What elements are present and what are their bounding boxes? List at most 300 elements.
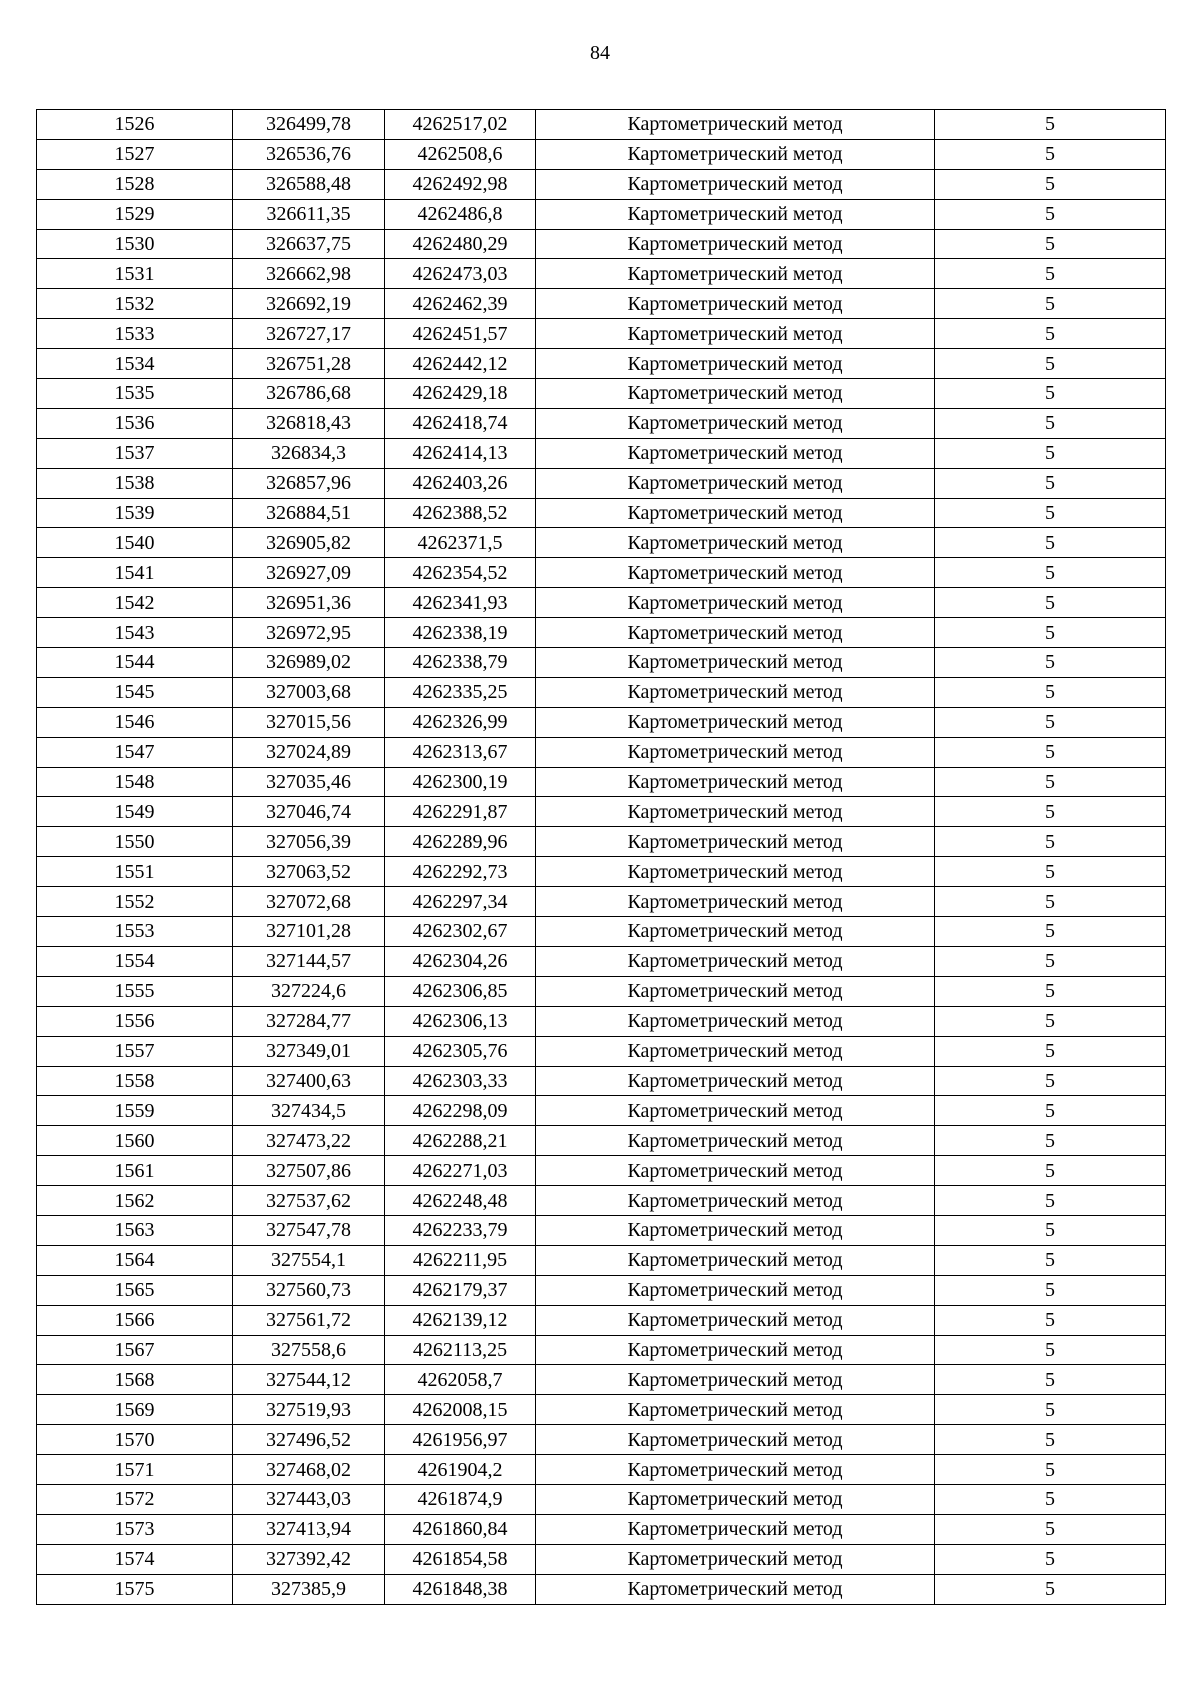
y-coordinate-cell: 4262303,33 [385,1066,536,1096]
x-coordinate-cell: 326662,98 [233,259,385,289]
y-coordinate-cell: 4262306,13 [385,1006,536,1036]
table-row [37,110,1166,140]
y-coordinate-cell: 4262403,26 [385,468,536,498]
x-coordinate-cell: 327063,52 [233,857,385,887]
accuracy-cell: 5 [935,1574,1166,1604]
y-coordinate-cell: 4261956,97 [385,1425,536,1455]
y-coordinate-cell: 4262304,26 [385,946,536,976]
table-row [37,1275,1166,1305]
x-coordinate-cell: 327544,12 [233,1365,385,1395]
point-number-cell: 1545 [37,677,233,707]
method-cell: Картометрический метод [536,618,935,648]
method-cell: Картометрический метод [536,1096,935,1126]
y-coordinate-cell: 4261904,2 [385,1455,536,1485]
y-coordinate-cell: 4262480,29 [385,229,536,259]
table-row [37,438,1166,468]
accuracy-cell: 5 [935,827,1166,857]
x-coordinate-cell: 327547,78 [233,1215,385,1245]
point-number-cell: 1534 [37,349,233,379]
accuracy-cell: 5 [935,588,1166,618]
method-cell: Картометрический метод [536,319,935,349]
method-cell: Картометрический метод [536,1514,935,1544]
table-row [37,1514,1166,1544]
table-row [37,408,1166,438]
y-coordinate-cell: 4262371,5 [385,528,536,558]
accuracy-cell: 5 [935,438,1166,468]
table-row [37,677,1166,707]
accuracy-cell: 5 [935,1544,1166,1574]
x-coordinate-cell: 327468,02 [233,1455,385,1485]
y-coordinate-cell: 4262517,02 [385,110,536,140]
x-coordinate-cell: 326818,43 [233,408,385,438]
accuracy-cell: 5 [935,408,1166,438]
point-number-cell: 1535 [37,379,233,409]
y-coordinate-cell: 4261854,58 [385,1544,536,1574]
accuracy-cell: 5 [935,558,1166,588]
method-cell: Картометрический метод [536,139,935,169]
x-coordinate-cell: 327385,9 [233,1574,385,1604]
point-number-cell: 1567 [37,1335,233,1365]
x-coordinate-cell: 326905,82 [233,528,385,558]
x-coordinate-cell: 326692,19 [233,289,385,319]
method-cell: Картометрический метод [536,1245,935,1275]
point-number-cell: 1561 [37,1156,233,1186]
accuracy-cell: 5 [935,1126,1166,1156]
method-cell: Картометрический метод [536,588,935,618]
x-coordinate-cell: 326786,68 [233,379,385,409]
x-coordinate-cell: 327400,63 [233,1066,385,1096]
x-coordinate-cell: 326499,78 [233,110,385,140]
method-cell: Картометрический метод [536,199,935,229]
table-row [37,1245,1166,1275]
x-coordinate-cell: 326884,51 [233,498,385,528]
method-cell: Картометрический метод [536,1484,935,1514]
point-number-cell: 1553 [37,917,233,947]
accuracy-cell: 5 [935,468,1166,498]
x-coordinate-cell: 327561,72 [233,1305,385,1335]
point-number-cell: 1556 [37,1006,233,1036]
point-number-cell: 1548 [37,767,233,797]
y-coordinate-cell: 4262429,18 [385,379,536,409]
x-coordinate-cell: 327024,89 [233,737,385,767]
y-coordinate-cell: 4262179,37 [385,1275,536,1305]
table-row [37,1544,1166,1574]
table-row [37,827,1166,857]
method-cell: Картометрический метод [536,677,935,707]
y-coordinate-cell: 4262271,03 [385,1156,536,1186]
page-number: 84 [590,42,610,64]
accuracy-cell: 5 [935,199,1166,229]
x-coordinate-cell: 327046,74 [233,797,385,827]
y-coordinate-cell: 4262297,34 [385,887,536,917]
y-coordinate-cell: 4262300,19 [385,767,536,797]
table-row [37,259,1166,289]
y-coordinate-cell: 4262298,09 [385,1096,536,1126]
point-number-cell: 1568 [37,1365,233,1395]
table-row [37,1335,1166,1365]
method-cell: Картометрический метод [536,1066,935,1096]
table-row [37,976,1166,1006]
method-cell: Картометрический метод [536,737,935,767]
accuracy-cell: 5 [935,1395,1166,1425]
accuracy-cell: 5 [935,946,1166,976]
point-number-cell: 1555 [37,976,233,1006]
table-row [37,289,1166,319]
table-row [37,1066,1166,1096]
table-row [37,618,1166,648]
table-row [37,1365,1166,1395]
point-number-cell: 1532 [37,289,233,319]
accuracy-cell: 5 [935,1156,1166,1186]
table-row [37,468,1166,498]
point-number-cell: 1572 [37,1484,233,1514]
method-cell: Картометрический метод [536,438,935,468]
method-cell: Картометрический метод [536,976,935,1006]
accuracy-cell: 5 [935,1455,1166,1485]
method-cell: Картометрический метод [536,767,935,797]
accuracy-cell: 5 [935,797,1166,827]
y-coordinate-cell: 4262354,52 [385,558,536,588]
point-number-cell: 1569 [37,1395,233,1425]
x-coordinate-cell: 327101,28 [233,917,385,947]
x-coordinate-cell: 326927,09 [233,558,385,588]
x-coordinate-cell: 327003,68 [233,677,385,707]
table-row [37,379,1166,409]
method-cell: Картометрический метод [536,110,935,140]
table-row [37,1425,1166,1455]
accuracy-cell: 5 [935,498,1166,528]
point-number-cell: 1566 [37,1305,233,1335]
point-number-cell: 1557 [37,1036,233,1066]
accuracy-cell: 5 [935,1186,1166,1216]
x-coordinate-cell: 326751,28 [233,349,385,379]
accuracy-cell: 5 [935,976,1166,1006]
method-cell: Картометрический метод [536,797,935,827]
y-coordinate-cell: 4262418,74 [385,408,536,438]
x-coordinate-cell: 326588,48 [233,169,385,199]
table-row [37,588,1166,618]
y-coordinate-cell: 4262388,52 [385,498,536,528]
accuracy-cell: 5 [935,1096,1166,1126]
table-row [37,1484,1166,1514]
y-coordinate-cell: 4262291,87 [385,797,536,827]
accuracy-cell: 5 [935,1484,1166,1514]
method-cell: Картометрический метод [536,1186,935,1216]
point-number-cell: 1547 [37,737,233,767]
method-cell: Картометрический метод [536,1335,935,1365]
method-cell: Картометрический метод [536,1156,935,1186]
method-cell: Картометрический метод [536,1544,935,1574]
accuracy-cell: 5 [935,139,1166,169]
method-cell: Картометрический метод [536,558,935,588]
accuracy-cell: 5 [935,528,1166,558]
method-cell: Картометрический метод [536,1215,935,1245]
method-cell: Картометрический метод [536,1275,935,1305]
accuracy-cell: 5 [935,677,1166,707]
accuracy-cell: 5 [935,1006,1166,1036]
y-coordinate-cell: 4262306,85 [385,976,536,1006]
table-row [37,648,1166,678]
table-row [37,917,1166,947]
accuracy-cell: 5 [935,618,1166,648]
accuracy-cell: 5 [935,289,1166,319]
x-coordinate-cell: 327507,86 [233,1156,385,1186]
table-row [37,229,1166,259]
table-row [37,1574,1166,1604]
x-coordinate-cell: 327284,77 [233,1006,385,1036]
y-coordinate-cell: 4262313,67 [385,737,536,767]
accuracy-cell: 5 [935,1036,1166,1066]
point-number-cell: 1544 [37,648,233,678]
point-number-cell: 1574 [37,1544,233,1574]
accuracy-cell: 5 [935,379,1166,409]
y-coordinate-cell: 4262211,95 [385,1245,536,1275]
x-coordinate-cell: 327519,93 [233,1395,385,1425]
point-number-cell: 1564 [37,1245,233,1275]
y-coordinate-cell: 4262288,21 [385,1126,536,1156]
x-coordinate-cell: 327349,01 [233,1036,385,1066]
point-number-cell: 1559 [37,1096,233,1126]
x-coordinate-cell: 326857,96 [233,468,385,498]
accuracy-cell: 5 [935,259,1166,289]
y-coordinate-cell: 4261848,38 [385,1574,536,1604]
point-number-cell: 1546 [37,707,233,737]
y-coordinate-cell: 4262442,12 [385,349,536,379]
x-coordinate-cell: 327554,1 [233,1245,385,1275]
table-row [37,767,1166,797]
x-coordinate-cell: 327558,6 [233,1335,385,1365]
accuracy-cell: 5 [935,1425,1166,1455]
y-coordinate-cell: 4262473,03 [385,259,536,289]
x-coordinate-cell: 327496,52 [233,1425,385,1455]
point-number-cell: 1543 [37,618,233,648]
point-number-cell: 1531 [37,259,233,289]
point-number-cell: 1541 [37,558,233,588]
table-row [37,1126,1166,1156]
method-cell: Картометрический метод [536,1036,935,1066]
accuracy-cell: 5 [935,887,1166,917]
accuracy-cell: 5 [935,1365,1166,1395]
accuracy-cell: 5 [935,737,1166,767]
method-cell: Картометрический метод [536,1305,935,1335]
accuracy-cell: 5 [935,857,1166,887]
method-cell: Картометрический метод [536,1126,935,1156]
x-coordinate-cell: 327072,68 [233,887,385,917]
x-coordinate-cell: 327434,5 [233,1096,385,1126]
y-coordinate-cell: 4262486,8 [385,199,536,229]
point-number-cell: 1549 [37,797,233,827]
point-number-cell: 1571 [37,1455,233,1485]
accuracy-cell: 5 [935,1275,1166,1305]
point-number-cell: 1530 [37,229,233,259]
y-coordinate-cell: 4262139,12 [385,1305,536,1335]
y-coordinate-cell: 4262292,73 [385,857,536,887]
point-number-cell: 1533 [37,319,233,349]
table-row [37,1186,1166,1216]
point-number-cell: 1554 [37,946,233,976]
y-coordinate-cell: 4261874,9 [385,1484,536,1514]
table-row [37,1455,1166,1485]
x-coordinate-cell: 326834,3 [233,438,385,468]
y-coordinate-cell: 4262305,76 [385,1036,536,1066]
table-row [37,1096,1166,1126]
method-cell: Картометрический метод [536,1574,935,1604]
point-number-cell: 1528 [37,169,233,199]
y-coordinate-cell: 4262058,7 [385,1365,536,1395]
method-cell: Картометрический метод [536,1365,935,1395]
point-number-cell: 1526 [37,110,233,140]
table-row [37,1156,1166,1186]
table-row [37,349,1166,379]
x-coordinate-cell: 327392,42 [233,1544,385,1574]
accuracy-cell: 5 [935,1305,1166,1335]
x-coordinate-cell: 327035,46 [233,767,385,797]
x-coordinate-cell: 327537,62 [233,1186,385,1216]
method-cell: Картометрический метод [536,169,935,199]
point-number-cell: 1529 [37,199,233,229]
point-number-cell: 1565 [37,1275,233,1305]
point-number-cell: 1560 [37,1126,233,1156]
table-row [37,797,1166,827]
method-cell: Картометрический метод [536,229,935,259]
method-cell: Картометрический метод [536,1006,935,1036]
table-row [37,199,1166,229]
x-coordinate-cell: 327443,03 [233,1484,385,1514]
y-coordinate-cell: 4262289,96 [385,827,536,857]
y-coordinate-cell: 4262414,13 [385,438,536,468]
accuracy-cell: 5 [935,1335,1166,1365]
y-coordinate-cell: 4262492,98 [385,169,536,199]
x-coordinate-cell: 326951,36 [233,588,385,618]
x-coordinate-cell: 327473,22 [233,1126,385,1156]
x-coordinate-cell: 327144,57 [233,946,385,976]
method-cell: Картометрический метод [536,857,935,887]
table-row [37,857,1166,887]
y-coordinate-cell: 4262341,93 [385,588,536,618]
table-row [37,498,1166,528]
y-coordinate-cell: 4262451,57 [385,319,536,349]
method-cell: Картометрический метод [536,1425,935,1455]
point-number-cell: 1550 [37,827,233,857]
method-cell: Картометрический метод [536,468,935,498]
point-number-cell: 1562 [37,1186,233,1216]
x-coordinate-cell: 327413,94 [233,1514,385,1544]
method-cell: Картометрический метод [536,349,935,379]
point-number-cell: 1575 [37,1574,233,1604]
method-cell: Картометрический метод [536,379,935,409]
accuracy-cell: 5 [935,319,1166,349]
table-row [37,1036,1166,1066]
point-number-cell: 1573 [37,1514,233,1544]
point-number-cell: 1537 [37,438,233,468]
method-cell: Картометрический метод [536,528,935,558]
table-row [37,1305,1166,1335]
table-row [37,737,1166,767]
x-coordinate-cell: 326536,76 [233,139,385,169]
point-number-cell: 1540 [37,528,233,558]
coordinates-table [36,109,1166,1605]
point-number-cell: 1563 [37,1215,233,1245]
y-coordinate-cell: 4262326,99 [385,707,536,737]
x-coordinate-cell: 326972,95 [233,618,385,648]
method-cell: Картометрический метод [536,289,935,319]
x-coordinate-cell: 327224,6 [233,976,385,1006]
point-number-cell: 1538 [37,468,233,498]
y-coordinate-cell: 4262233,79 [385,1215,536,1245]
coordinates-table-body [37,110,1166,1605]
y-coordinate-cell: 4262008,15 [385,1395,536,1425]
y-coordinate-cell: 4262462,39 [385,289,536,319]
accuracy-cell: 5 [935,1215,1166,1245]
y-coordinate-cell: 4262335,25 [385,677,536,707]
x-coordinate-cell: 327015,56 [233,707,385,737]
point-number-cell: 1542 [37,588,233,618]
y-coordinate-cell: 4262338,79 [385,648,536,678]
table-row [37,169,1166,199]
x-coordinate-cell: 327560,73 [233,1275,385,1305]
method-cell: Картометрический метод [536,1455,935,1485]
table-row [37,1215,1166,1245]
point-number-cell: 1570 [37,1425,233,1455]
accuracy-cell: 5 [935,1514,1166,1544]
x-coordinate-cell: 326727,17 [233,319,385,349]
table-row [37,1006,1166,1036]
accuracy-cell: 5 [935,169,1166,199]
method-cell: Картометрический метод [536,498,935,528]
y-coordinate-cell: 4262248,48 [385,1186,536,1216]
method-cell: Картометрический метод [536,887,935,917]
method-cell: Картометрический метод [536,259,935,289]
accuracy-cell: 5 [935,648,1166,678]
y-coordinate-cell: 4262508,6 [385,139,536,169]
method-cell: Картометрический метод [536,946,935,976]
table-row [37,319,1166,349]
y-coordinate-cell: 4262338,19 [385,618,536,648]
accuracy-cell: 5 [935,110,1166,140]
point-number-cell: 1539 [37,498,233,528]
table-row [37,946,1166,976]
accuracy-cell: 5 [935,707,1166,737]
x-coordinate-cell: 326989,02 [233,648,385,678]
method-cell: Картометрический метод [536,827,935,857]
table-row [37,139,1166,169]
point-number-cell: 1527 [37,139,233,169]
point-number-cell: 1536 [37,408,233,438]
accuracy-cell: 5 [935,917,1166,947]
method-cell: Картометрический метод [536,917,935,947]
method-cell: Картометрический метод [536,1395,935,1425]
table-row [37,707,1166,737]
y-coordinate-cell: 4261860,84 [385,1514,536,1544]
method-cell: Картометрический метод [536,707,935,737]
y-coordinate-cell: 4262113,25 [385,1335,536,1365]
table-row [37,558,1166,588]
x-coordinate-cell: 326611,35 [233,199,385,229]
table-row [37,1395,1166,1425]
method-cell: Картометрический метод [536,408,935,438]
accuracy-cell: 5 [935,229,1166,259]
x-coordinate-cell: 326637,75 [233,229,385,259]
point-number-cell: 1558 [37,1066,233,1096]
method-cell: Картометрический метод [536,648,935,678]
point-number-cell: 1552 [37,887,233,917]
x-coordinate-cell: 327056,39 [233,827,385,857]
accuracy-cell: 5 [935,767,1166,797]
accuracy-cell: 5 [935,1245,1166,1275]
point-number-cell: 1551 [37,857,233,887]
accuracy-cell: 5 [935,1066,1166,1096]
table-row [37,528,1166,558]
